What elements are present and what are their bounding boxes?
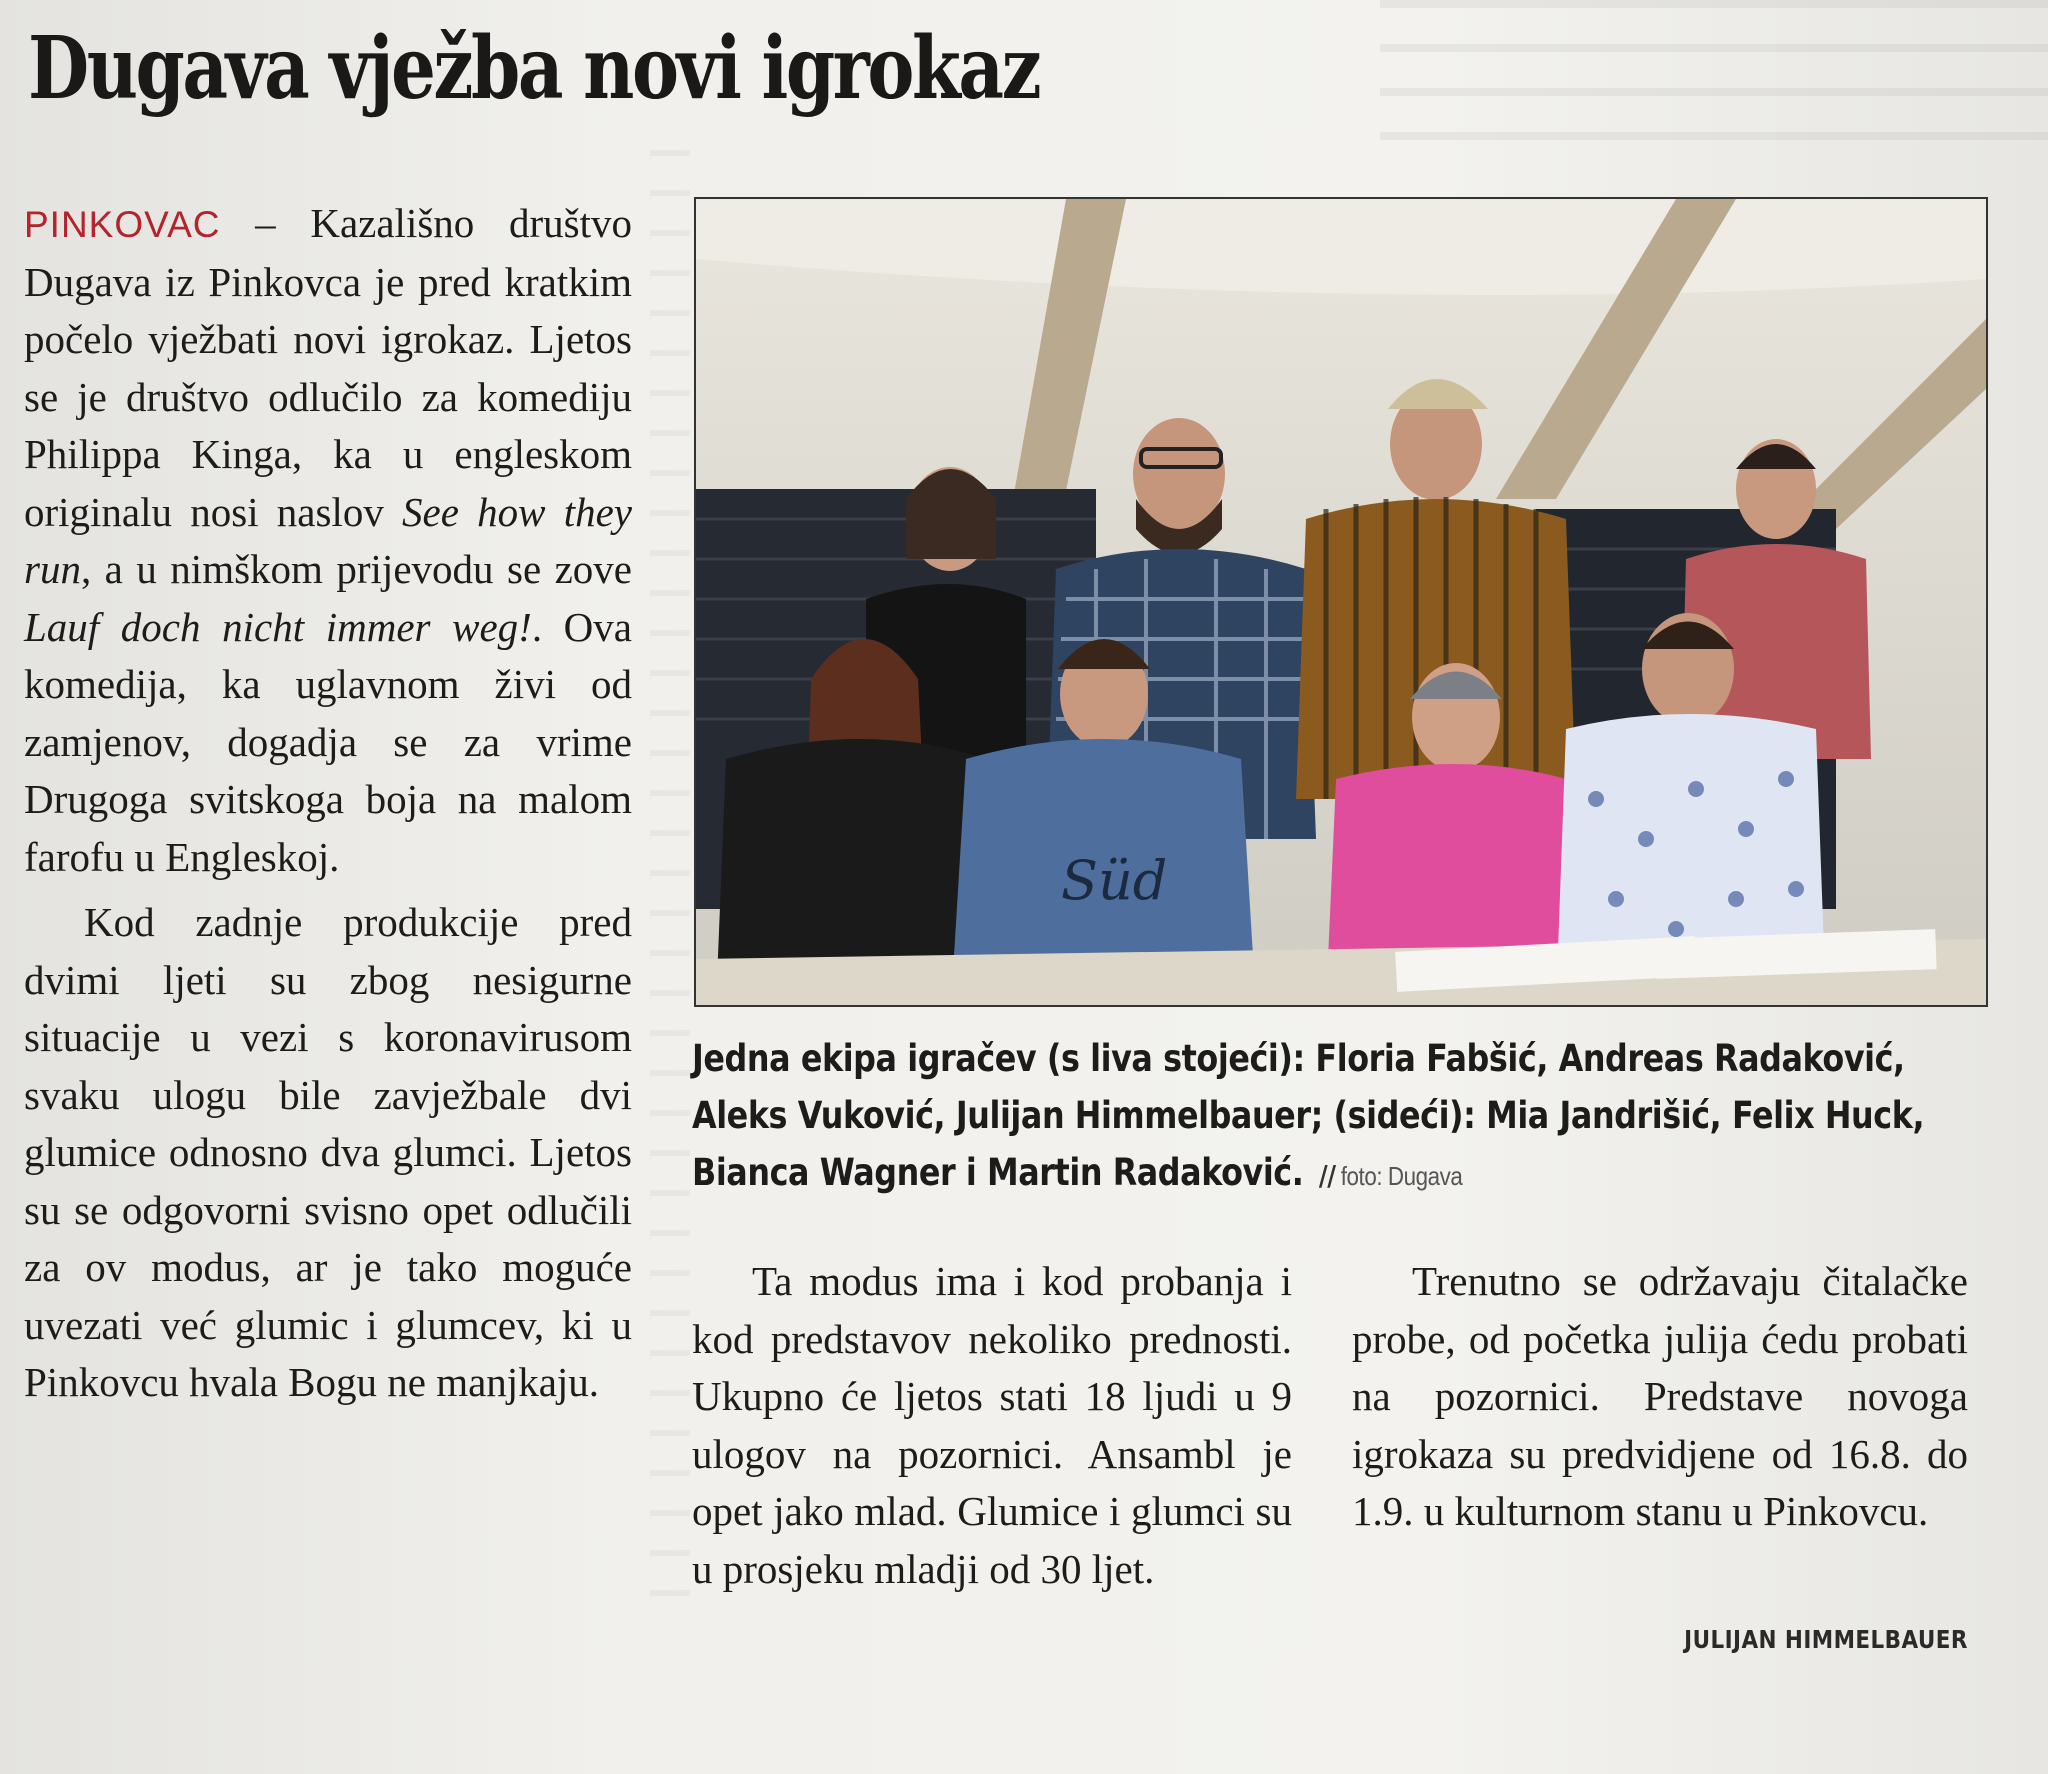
photo-image [696, 199, 1986, 1005]
dateline: PINKOVAC [24, 204, 221, 245]
bleed-through-text [1380, 0, 2048, 170]
paragraph-3: Ta modus ima i kod probanja i kod predstavov nekoliko prednosti. Ukupno će ljetos stati 18 ljudi u 9 ulogov na pozornici. Ansambl je opet jako mlad. Glumice i glumci su u prosjeku mladji od 30 ljet. [692, 1258, 1292, 1592]
german-title: Lauf doch nicht immer weg! [24, 603, 532, 650]
photo-credit: foto: Dugava [1340, 1161, 1463, 1191]
dateline-separator: – [220, 200, 311, 246]
headline: Dugava vježba novi igrokaz [28, 18, 1040, 119]
article-column-3 [1352, 1253, 1968, 1541]
article-column-1 [24, 195, 632, 1412]
paragraph-2: Kod zadnje produkcije pred dvimi ljeti su zbog nesigurne situacije u vezi s koronavirusom svaku ulogu bile zavježbale dvi glumice odnosno dva glumci. Ljetos su se odgovorni svisno opet odlučili za ov modus, ar je tako moguće uvezati već glumic i glumcev, ki u Pinkovcu hvala Bogu ne manjkaju. [24, 899, 632, 1405]
english-title: See how they run [24, 488, 632, 592]
paragraph-1-text: Kazališno društvo Dugava iz Pinkovca je pred kratkim počelo vježbati novi igrokaz. Ljetos se je društvo odlučilo za komediju Philippa Kinga, ka u engleskom originalu nosi naslov [24, 200, 632, 535]
paragraph-4: Trenutno se održavaju čitalačke probe, od početka julija ćedu probati na pozornici. Predstave novoga igrokaza su predvidjene od 16.8. do 1.9. u kulturnom stanu u Pinkovcu. [1352, 1258, 1968, 1534]
photo-caption [692, 1030, 1982, 1205]
author-byline: JULIJAN HIMMELBAUER [1684, 1625, 1968, 1654]
group-photo [694, 197, 1988, 1007]
paragraph-1-text: , a u nimškom prijevodu se zove [80, 546, 632, 592]
paragraph-1 [24, 195, 632, 886]
credit-mark: // [1318, 1159, 1336, 1192]
svg-text:Süd: Süd [1061, 849, 1168, 912]
caption-text: Jedna ekipa igračev (s liva stojeći): Floria Fabšić, Andreas Radaković, Aleks Vuković, Julijan Himmelbauer; (sideći): Mia Jandrišić, Felix Huck, Bianca Wagner i Martin Radaković. [692, 1037, 1925, 1194]
bleed-through-text [650, 150, 690, 1600]
article-column-2 [692, 1253, 1292, 1598]
paragraph-1-text: . Ova komedija, ka uglavnom živi od zamjenov, dogadja se za vrime Drugoga svitskoga boja na malom farofu u Engleskoj. [24, 603, 632, 880]
